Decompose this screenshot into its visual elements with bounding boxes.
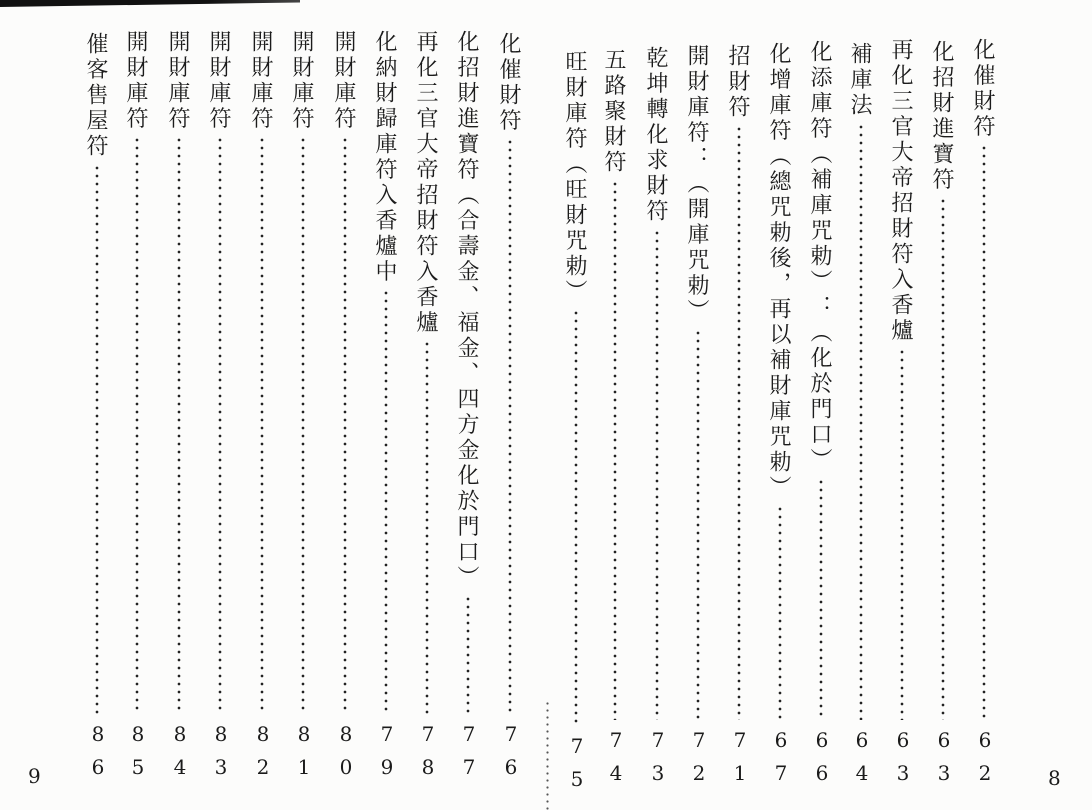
toc-entry[interactable] — [559, 50, 589, 800]
entry-title: 化增庫符（總咒勅後，再以補財庫咒勅） — [766, 42, 791, 501]
dot-leader — [900, 348, 904, 720]
entry-title: 開財庫符 — [165, 30, 190, 132]
entry-title: 五路聚財符 — [601, 48, 626, 176]
entry-title: 開財庫符：（開庫咒勅） — [684, 44, 709, 325]
entry-page-number: 76 — [499, 722, 523, 788]
toc-entry[interactable] — [328, 30, 358, 788]
entry-page-number: 63 — [891, 728, 915, 794]
entry-page-number: 80 — [334, 722, 358, 788]
entry-page-number: 86 — [86, 722, 110, 788]
dot-leader — [859, 123, 863, 721]
dot-leader — [778, 505, 782, 720]
entry-page-number: 85 — [126, 722, 150, 788]
entry-title: 補庫法 — [847, 42, 872, 119]
entry-title: 開財庫符 — [206, 30, 231, 132]
entry-title: 開財庫符 — [248, 30, 273, 132]
dot-leader — [425, 340, 429, 714]
dot-leader — [737, 125, 741, 721]
dot-leader — [655, 229, 659, 721]
toc-entry[interactable] — [640, 46, 670, 794]
dot-leader — [613, 180, 617, 721]
entry-page-number: 84 — [168, 722, 192, 788]
toc-entry[interactable] — [681, 44, 711, 794]
entry-title: 旺財庫符（旺財咒勅） — [562, 50, 587, 305]
page-number: 8 — [1048, 766, 1061, 790]
dot-leader — [135, 136, 139, 714]
toc-entry[interactable] — [369, 30, 399, 788]
entry-title: 化催財符 — [496, 32, 521, 134]
dot-leader — [177, 136, 181, 714]
entry-page-number: 83 — [209, 722, 233, 788]
toc-entry[interactable] — [493, 32, 523, 788]
entry-title: 開財庫符 — [123, 30, 148, 132]
entry-title: 催客售屋符 — [83, 32, 108, 160]
toc-entry[interactable] — [245, 30, 275, 788]
entry-page-number: 75 — [565, 734, 589, 800]
entry-page-number: 66 — [810, 728, 834, 794]
entry-title: 再化三官大帝招財符入香爐 — [413, 30, 438, 336]
dot-leader — [508, 138, 512, 714]
entry-title: 化添庫符（補庫咒勅）：（化於門口） — [807, 40, 832, 474]
toc-entry[interactable] — [763, 42, 793, 794]
toc-entry[interactable] — [203, 30, 233, 788]
toc-entry[interactable] — [410, 30, 440, 788]
entry-page-number: 72 — [687, 728, 711, 794]
dot-leader — [343, 136, 347, 714]
entry-title: 開財庫符 — [331, 30, 356, 132]
dot-leader — [696, 329, 700, 721]
dot-leader — [95, 164, 99, 715]
entry-page-number: 67 — [769, 728, 793, 794]
entry-title: 化納財歸庫符入香爐中 — [372, 30, 397, 285]
entry-title: 再化三官大帝招財符入香爐 — [888, 38, 913, 344]
toc-entry[interactable] — [451, 30, 481, 788]
toc-entry[interactable] — [885, 38, 915, 794]
toc-entry[interactable] — [967, 38, 997, 794]
entry-title: 化招財進寶符 — [929, 40, 954, 193]
entry-page-number: 81 — [292, 722, 316, 788]
entry-page-number: 71 — [728, 728, 752, 794]
entry-page-number: 63 — [932, 728, 956, 794]
entry-title: 招財符 — [725, 44, 750, 121]
entry-page-number: 74 — [604, 728, 628, 794]
dot-leader — [384, 289, 388, 714]
toc-entry[interactable] — [286, 30, 316, 788]
toc-entry[interactable] — [844, 42, 874, 794]
entry-title: 乾坤轉化求財符 — [643, 46, 668, 225]
entry-page-number: 77 — [457, 722, 481, 788]
toc-entry[interactable] — [162, 30, 192, 788]
entry-page-number: 79 — [375, 722, 399, 788]
page-number: 9 — [28, 764, 41, 788]
right-page — [546, 0, 1092, 810]
entry-title: 化催財符 — [970, 38, 995, 140]
dot-leader — [301, 136, 305, 714]
toc-entry[interactable] — [926, 40, 956, 794]
dot-leader — [466, 595, 470, 714]
toc-entry[interactable] — [120, 30, 150, 788]
entry-page-number: 64 — [850, 728, 874, 794]
dot-leader — [819, 478, 823, 721]
entry-title: 化招財進寶符（合壽金、福金、四方金化於門口） — [454, 30, 479, 591]
toc-entry[interactable] — [80, 32, 110, 788]
dot-leader — [982, 144, 986, 720]
toc-entry[interactable] — [804, 40, 834, 794]
dot-leader — [218, 136, 222, 714]
dot-leader — [941, 197, 945, 720]
entry-page-number: 73 — [646, 728, 670, 794]
entry-page-number: 82 — [251, 722, 275, 788]
entry-page-number: 62 — [973, 728, 997, 794]
entry-title: 開財庫符 — [289, 30, 314, 132]
dot-leader — [574, 309, 578, 726]
entry-page-number: 78 — [416, 722, 440, 788]
dot-leader — [260, 136, 264, 714]
toc-entry[interactable] — [722, 44, 752, 794]
toc-entry[interactable] — [598, 48, 628, 794]
